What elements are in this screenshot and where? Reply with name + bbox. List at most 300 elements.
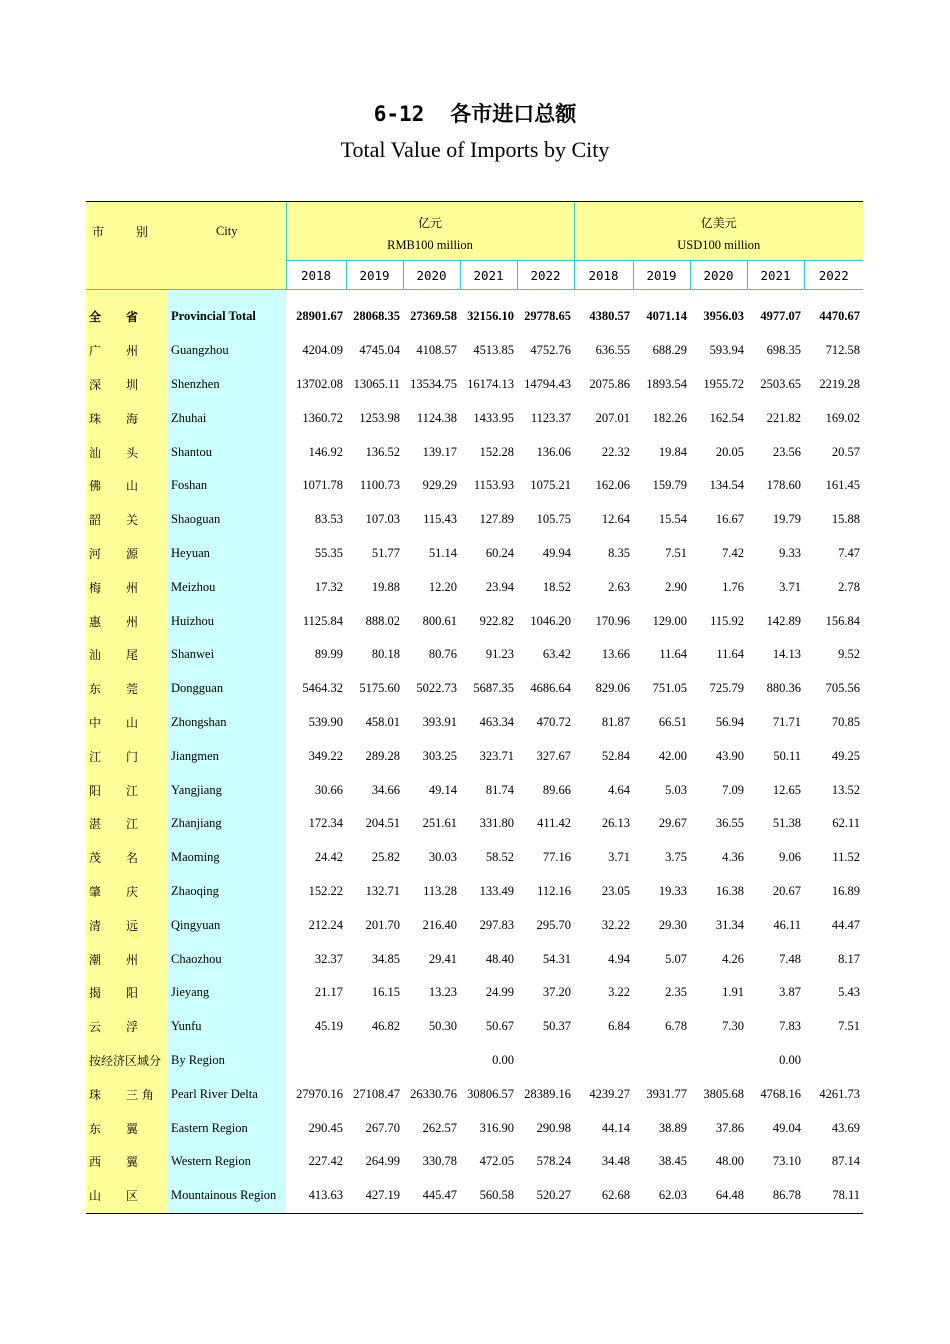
- city-name-en: Meizhou: [168, 570, 286, 604]
- city-name-cn-part: 江: [126, 783, 139, 798]
- city-name-cn-part: 东: [89, 682, 102, 697]
- city-name-cn: [86, 942, 168, 976]
- usd-value-cell: 29.67: [658, 816, 688, 831]
- rmb-value-cell: 1124.38: [416, 410, 457, 425]
- city-name-cn-part: 阳: [89, 783, 102, 798]
- usd-value-cell: 7.09: [722, 782, 745, 797]
- usd-value-cell: 87.14: [831, 1154, 861, 1169]
- rmb-value-cell: 1123.37: [530, 410, 572, 425]
- usd-value-cell: 3805.68: [703, 1086, 745, 1101]
- usd-value-cell: 159.79: [652, 478, 688, 493]
- city-name-cn: [86, 908, 168, 942]
- rmb-value-cell: 264.99: [365, 1154, 400, 1169]
- usd-value-cell: 42.00: [658, 748, 688, 763]
- usd-value-cell: 20.67: [772, 883, 802, 898]
- usd-value-cell: 43.69: [831, 1120, 861, 1135]
- usd-value-cell: 86.78: [747, 1179, 804, 1213]
- usd-value-cell: 13.66: [601, 647, 631, 662]
- usd-value-cell: 2219.28: [819, 376, 861, 391]
- city-name-cn-part: 山: [126, 715, 139, 730]
- city-name-cn: [86, 368, 168, 402]
- usd-value-cell: 162.06: [595, 478, 631, 493]
- rmb-value-cell: 16.15: [371, 985, 400, 1000]
- city-name-en: Shenzhen: [168, 368, 286, 402]
- rmb-value-cell: 50.30: [428, 1019, 457, 1034]
- rmb-value-cell: 19.88: [371, 579, 400, 594]
- city-name-cn: [86, 807, 168, 841]
- rmb-value-cell: 16174.13: [467, 376, 514, 391]
- city-name-cn: [86, 469, 168, 503]
- rmb-value-cell: [286, 1044, 346, 1078]
- table-row: [86, 1111, 863, 1145]
- usd-value-cell: 19.33: [658, 883, 688, 898]
- rmb-value-cell: 1360.72: [302, 410, 343, 425]
- city-name-cn: [86, 1077, 168, 1111]
- usd-value-cell: 13.52: [831, 782, 861, 797]
- usd-value-cell: 37.86: [715, 1120, 745, 1135]
- city-name-cn-part: 阳: [126, 986, 139, 1001]
- rmb-value-cell: 28901.67: [296, 309, 343, 324]
- city-name-cn: [86, 334, 168, 368]
- city-name-cn-part: 按经济区域分: [89, 1053, 162, 1068]
- rmb-value-cell: 204.51: [365, 816, 400, 831]
- rmb-value-cell: 251.61: [422, 816, 457, 831]
- rmb-value-cell: 37.20: [542, 985, 572, 1000]
- year-header: 2019: [633, 261, 690, 290]
- rmb-value-cell: 922.82: [479, 613, 514, 628]
- usd-value-cell: 15.54: [658, 512, 688, 527]
- city-name-cn-part: 湛: [89, 817, 102, 832]
- usd-value-cell: 51.38: [772, 816, 802, 831]
- city-name-en: Western Region: [168, 1145, 286, 1179]
- city-name-cn-part: 揭: [89, 986, 102, 1001]
- city-name-en: Eastern Region: [168, 1111, 286, 1145]
- year-header: 2022: [517, 261, 574, 290]
- year-header: 2021: [460, 261, 517, 290]
- usd-value-cell: 142.89: [766, 613, 802, 628]
- header-rmb-unit-en: RMB100 million: [286, 231, 574, 261]
- rmb-value-cell: 26330.76: [410, 1086, 457, 1101]
- city-name-cn-part: 东: [89, 1121, 102, 1136]
- city-name-cn-part: 茂: [89, 851, 102, 866]
- year-header: 2021: [747, 261, 804, 290]
- rmb-value-cell: 470.72: [536, 714, 572, 729]
- rmb-value-cell: 472.05: [479, 1154, 514, 1169]
- city-name-cn-part: 山: [89, 1189, 102, 1204]
- rmb-value-cell: 290.98: [536, 1120, 572, 1135]
- city-name-cn: [86, 401, 168, 435]
- usd-value-cell: 4239.27: [589, 1086, 631, 1101]
- city-name-cn-part: 翼: [126, 1121, 139, 1136]
- table-row: [86, 908, 863, 942]
- usd-value-cell: 115.92: [710, 613, 745, 628]
- city-name-en: Jieyang: [168, 976, 286, 1010]
- header-city-cn: 市 别: [86, 202, 168, 261]
- header-usd-unit-en: USD100 million: [574, 231, 863, 261]
- usd-value-cell: 34.48: [601, 1154, 631, 1169]
- rmb-value-cell: 13702.08: [296, 376, 343, 391]
- usd-value-cell: 169.02: [825, 410, 861, 425]
- city-name-cn: [86, 1010, 168, 1044]
- usd-value-cell: [804, 1044, 863, 1078]
- rmb-value-cell: 50.67: [485, 1019, 514, 1034]
- rmb-value-cell: 262.57: [422, 1120, 457, 1135]
- usd-value-cell: 182.26: [652, 410, 688, 425]
- city-name-cn: [86, 300, 168, 334]
- usd-value-cell: 161.45: [825, 478, 861, 493]
- city-name-en: Zhuhai: [168, 401, 286, 435]
- table-row: [86, 807, 863, 841]
- city-name-cn-part: 远: [126, 918, 139, 933]
- usd-value-cell: 2.63: [608, 579, 631, 594]
- rmb-value-cell: 51.77: [371, 545, 400, 560]
- rmb-value-cell: 146.92: [308, 444, 343, 459]
- usd-value-cell: 78.11: [804, 1179, 863, 1213]
- city-name-cn-part: 云: [89, 1020, 102, 1035]
- rmb-value-cell: 1075.21: [530, 478, 572, 493]
- usd-value-cell: 705.56: [825, 681, 861, 696]
- usd-value-cell: 62.03: [633, 1179, 690, 1213]
- usd-value-cell: 31.34: [715, 917, 745, 932]
- table-row: [86, 1010, 863, 1044]
- city-name-cn: [86, 1179, 168, 1213]
- rmb-value-cell: 578.24: [536, 1154, 572, 1169]
- rmb-value-cell: 107.03: [365, 512, 400, 527]
- usd-value-cell: [574, 1044, 633, 1078]
- usd-value-cell: 129.00: [652, 613, 688, 628]
- rmb-value-cell: 29778.65: [524, 309, 572, 324]
- usd-value-cell: 12.64: [601, 512, 631, 527]
- city-name-cn: [86, 773, 168, 807]
- city-name-cn: [86, 706, 168, 740]
- usd-value-cell: 3.71: [779, 579, 802, 594]
- city-name-cn-part: 圳: [126, 377, 139, 392]
- usd-value-cell: 3.87: [779, 985, 802, 1000]
- usd-value-cell: 64.48: [690, 1179, 747, 1213]
- usd-value-cell: 156.84: [825, 613, 861, 628]
- city-name-en: Zhanjiang: [168, 807, 286, 841]
- usd-value-cell: 3.71: [608, 850, 631, 865]
- usd-value-cell: 7.51: [838, 1019, 861, 1034]
- usd-value-cell: 170.96: [595, 613, 631, 628]
- city-name-cn-part: 省: [126, 310, 139, 325]
- usd-value-cell: 73.10: [772, 1154, 802, 1169]
- rmb-value-cell: 888.02: [365, 613, 400, 628]
- rmb-value-cell: 132.71: [365, 883, 400, 898]
- rmb-value-cell: 463.34: [479, 714, 514, 729]
- table-row: [86, 976, 863, 1010]
- city-name-cn-part: 翼: [126, 1155, 139, 1170]
- rmb-value-cell: 46.82: [371, 1019, 400, 1034]
- rmb-value-cell: 0.00: [492, 1052, 514, 1067]
- city-name-cn: [86, 841, 168, 875]
- usd-value-cell: 880.36: [766, 681, 802, 696]
- rmb-value-cell: 929.29: [422, 478, 457, 493]
- city-name-cn-part: 梅: [89, 580, 102, 595]
- city-name-cn: [86, 503, 168, 537]
- rmb-value-cell: 83.53: [314, 512, 343, 527]
- rmb-value-cell: 89.99: [314, 647, 343, 662]
- rmb-value-cell: 63.42: [542, 647, 572, 662]
- rmb-value-cell: 32156.10: [467, 309, 514, 324]
- rmb-value-cell: 323.71: [479, 748, 514, 763]
- table-row: [86, 435, 863, 469]
- usd-value-cell: 2.90: [665, 579, 688, 594]
- rmb-value-cell: 445.47: [403, 1179, 460, 1213]
- rmb-value-cell: 50.37: [542, 1019, 572, 1034]
- rmb-value-cell: 49.14: [428, 782, 457, 797]
- city-name-en: Provincial Total: [168, 300, 286, 334]
- usd-value-cell: 7.42: [722, 545, 745, 560]
- rmb-value-cell: 13065.11: [353, 376, 400, 391]
- rmb-value-cell: 91.23: [485, 647, 514, 662]
- rmb-value-cell: 112.16: [537, 883, 572, 898]
- usd-value-cell: 2.78: [838, 579, 861, 594]
- usd-value-cell: 49.04: [772, 1120, 802, 1135]
- usd-value-cell: 1.91: [722, 985, 745, 1000]
- usd-value-cell: 636.55: [595, 343, 631, 358]
- rmb-value-cell: 1153.93: [473, 478, 514, 493]
- rmb-value-cell: [403, 1044, 460, 1078]
- table-row: [86, 469, 863, 503]
- rmb-value-cell: 81.74: [485, 782, 514, 797]
- rmb-value-cell: 29.41: [428, 951, 457, 966]
- usd-value-cell: 3931.77: [646, 1086, 688, 1101]
- usd-value-cell: 9.52: [838, 647, 861, 662]
- rmb-value-cell: 295.70: [536, 917, 572, 932]
- city-name-cn: [86, 435, 168, 469]
- usd-value-cell: 49.25: [831, 748, 861, 763]
- usd-value-cell: 2075.86: [589, 376, 631, 391]
- usd-value-cell: 1893.54: [646, 376, 688, 391]
- usd-value-cell: 11.64: [716, 647, 745, 662]
- usd-value-cell: 207.01: [595, 410, 631, 425]
- rmb-value-cell: 290.45: [308, 1120, 343, 1135]
- city-name-cn-part: 庆: [126, 884, 139, 899]
- header-rmb-unit-cn: 亿元: [286, 202, 574, 232]
- usd-value-cell: 7.51: [665, 545, 688, 560]
- usd-value-cell: 593.94: [709, 343, 745, 358]
- rmb-value-cell: [346, 1044, 403, 1078]
- rmb-value-cell: 520.27: [517, 1179, 574, 1213]
- usd-value-cell: 4470.67: [819, 309, 861, 324]
- usd-value-cell: 23.56: [772, 444, 802, 459]
- usd-value-cell: 4261.73: [819, 1086, 861, 1101]
- rmb-value-cell: 139.17: [422, 444, 457, 459]
- rmb-value-cell: 349.22: [308, 748, 343, 763]
- rmb-value-cell: 27970.16: [296, 1086, 343, 1101]
- usd-value-cell: 4.26: [722, 951, 745, 966]
- rmb-value-cell: 267.70: [365, 1120, 400, 1135]
- rmb-value-cell: 227.42: [308, 1154, 343, 1169]
- rmb-value-cell: 4513.85: [473, 343, 514, 358]
- rmb-value-cell: 30.66: [314, 782, 343, 797]
- city-name-cn-part: 佛: [89, 479, 102, 494]
- usd-value-cell: [633, 1044, 690, 1078]
- rmb-value-cell: 80.76: [428, 647, 457, 662]
- city-name-cn-part: 河: [89, 546, 102, 561]
- rmb-value-cell: 201.70: [365, 917, 400, 932]
- table-row: [86, 841, 863, 875]
- city-name-cn-part: 肇: [89, 884, 102, 899]
- usd-value-cell: 4768.16: [760, 1086, 802, 1101]
- city-name-en: Zhongshan: [168, 706, 286, 740]
- city-name-en: Pearl River Delta: [168, 1077, 286, 1111]
- city-name-cn-part: 汕: [89, 445, 102, 460]
- usd-value-cell: 16.89: [831, 883, 861, 898]
- rmb-value-cell: 4204.09: [302, 343, 343, 358]
- city-name-cn: [86, 1044, 168, 1078]
- rmb-value-cell: 13534.75: [410, 376, 457, 391]
- usd-value-cell: 38.89: [658, 1120, 688, 1135]
- city-name-en: By Region: [168, 1044, 286, 1078]
- title-cn-text: 各市进口总额: [450, 102, 577, 126]
- usd-value-cell: 14.13: [772, 647, 802, 662]
- year-header: 2018: [286, 261, 346, 290]
- table-row: [86, 1145, 863, 1179]
- table-row: [86, 1077, 863, 1111]
- rmb-value-cell: 30806.57: [467, 1086, 514, 1101]
- usd-value-cell: 23.05: [601, 883, 631, 898]
- rmb-value-cell: 51.14: [428, 545, 457, 560]
- city-name-cn: [86, 672, 168, 706]
- year-header: 2019: [346, 261, 403, 290]
- rmb-value-cell: 1125.84: [302, 613, 343, 628]
- city-name-en: Jiangmen: [168, 739, 286, 773]
- usd-value-cell: 9.33: [779, 545, 802, 560]
- table-row: [86, 570, 863, 604]
- city-name-cn-part: 清: [89, 918, 102, 933]
- usd-value-cell: 32.22: [601, 917, 631, 932]
- rmb-value-cell: 331.80: [479, 816, 514, 831]
- city-name-cn: [86, 570, 168, 604]
- usd-value-cell: [690, 1044, 747, 1078]
- rmb-value-cell: 133.49: [479, 883, 514, 898]
- rmb-value-cell: 413.63: [286, 1179, 346, 1213]
- usd-value-cell: 8.17: [838, 951, 861, 966]
- usd-value-cell: 50.11: [773, 748, 802, 763]
- usd-value-cell: 688.29: [652, 343, 688, 358]
- usd-value-cell: 1.76: [722, 579, 745, 594]
- usd-value-cell: 44.14: [601, 1120, 631, 1135]
- usd-value-cell: 5.43: [838, 985, 861, 1000]
- city-name-cn: [86, 1145, 168, 1179]
- rmb-value-cell: 34.66: [371, 782, 400, 797]
- usd-value-cell: 829.06: [595, 681, 631, 696]
- city-name-cn-part: 三 角: [126, 1087, 154, 1102]
- year-header: 2022: [804, 261, 863, 290]
- usd-value-cell: 66.51: [658, 714, 688, 729]
- table-number: 6-12: [373, 102, 425, 126]
- usd-value-cell: 52.84: [601, 748, 631, 763]
- table-row: [86, 875, 863, 909]
- city-name-en: Shaoguan: [168, 503, 286, 537]
- usd-value-cell: 1955.72: [703, 376, 745, 391]
- rmb-value-cell: 303.25: [422, 748, 457, 763]
- usd-value-cell: 7.30: [722, 1019, 745, 1034]
- usd-value-cell: 43.90: [715, 748, 745, 763]
- city-name-cn: [86, 976, 168, 1010]
- rmb-value-cell: 4752.76: [530, 343, 572, 358]
- usd-value-cell: 81.87: [601, 714, 631, 729]
- rmb-value-cell: 1253.98: [359, 410, 400, 425]
- city-name-cn-part: 广: [89, 344, 102, 359]
- rmb-value-cell: 136.52: [365, 444, 400, 459]
- city-name-cn-part: 州: [126, 580, 139, 595]
- city-name-en: Shanwei: [168, 638, 286, 672]
- usd-value-cell: 3956.03: [703, 309, 745, 324]
- rmb-value-cell: 12.20: [428, 579, 457, 594]
- rmb-value-cell: 17.32: [314, 579, 343, 594]
- usd-value-cell: 4380.57: [589, 309, 631, 324]
- rmb-value-cell: 289.28: [365, 748, 400, 763]
- rmb-value-cell: 34.85: [371, 951, 400, 966]
- usd-value-cell: 22.32: [601, 444, 631, 459]
- rmb-value-cell: 54.31: [542, 951, 572, 966]
- table-row: [86, 672, 863, 706]
- year-header: 2020: [403, 261, 460, 290]
- city-name-cn-part: 门: [126, 749, 139, 764]
- rmb-value-cell: 45.19: [314, 1019, 343, 1034]
- usd-value-cell: 4071.14: [646, 309, 688, 324]
- usd-value-cell: 19.79: [772, 512, 802, 527]
- rmb-value-cell: 28389.16: [524, 1086, 572, 1101]
- rmb-value-cell: 32.37: [314, 951, 343, 966]
- usd-value-cell: 62.11: [832, 816, 861, 831]
- usd-value-cell: 712.58: [825, 343, 861, 358]
- city-name-en: Heyuan: [168, 537, 286, 571]
- rmb-value-cell: 24.99: [485, 985, 514, 1000]
- rmb-value-cell: 21.17: [314, 985, 343, 1000]
- usd-value-cell: 3.22: [608, 985, 631, 1000]
- city-name-cn: [86, 739, 168, 773]
- rmb-value-cell: 89.66: [542, 782, 572, 797]
- rmb-value-cell: 152.28: [479, 444, 514, 459]
- city-name-en: Foshan: [168, 469, 286, 503]
- rmb-value-cell: 5175.60: [359, 681, 400, 696]
- year-header: 2018: [574, 261, 633, 290]
- rmb-value-cell: 1433.95: [473, 410, 514, 425]
- usd-value-cell: 9.06: [779, 850, 802, 865]
- city-name-en: Zhaoqing: [168, 875, 286, 909]
- rmb-value-cell: 28068.35: [353, 309, 400, 324]
- page-title-cn: [0, 98, 950, 128]
- city-name-cn-part: 莞: [126, 682, 139, 697]
- rmb-value-cell: 77.16: [542, 850, 572, 865]
- city-name-en: Maoming: [168, 841, 286, 875]
- usd-value-cell: 162.54: [709, 410, 745, 425]
- usd-value-cell: 4.36: [722, 850, 745, 865]
- city-name-en: Shantou: [168, 435, 286, 469]
- rmb-value-cell: 393.91: [422, 714, 457, 729]
- city-name-cn-part: 深: [89, 377, 102, 392]
- rmb-value-cell: 48.40: [485, 951, 514, 966]
- city-name-en: Yunfu: [168, 1010, 286, 1044]
- city-name-cn-part: 西: [89, 1155, 102, 1170]
- rmb-value-cell: 411.42: [537, 816, 572, 831]
- page-title-en: Total Value of Imports by City: [340, 137, 610, 162]
- usd-value-cell: 4977.07: [760, 309, 802, 324]
- rmb-value-cell: 1100.73: [359, 478, 400, 493]
- rmb-value-cell: 216.40: [422, 917, 457, 932]
- usd-value-cell: 221.82: [766, 410, 802, 425]
- rmb-value-cell: 800.61: [422, 613, 457, 628]
- rmb-value-cell: 172.34: [308, 816, 343, 831]
- usd-value-cell: 0.00: [779, 1052, 802, 1067]
- rmb-value-cell: 297.83: [479, 917, 514, 932]
- rmb-value-cell: 427.19: [346, 1179, 403, 1213]
- city-name-cn-part: 潮: [89, 952, 102, 967]
